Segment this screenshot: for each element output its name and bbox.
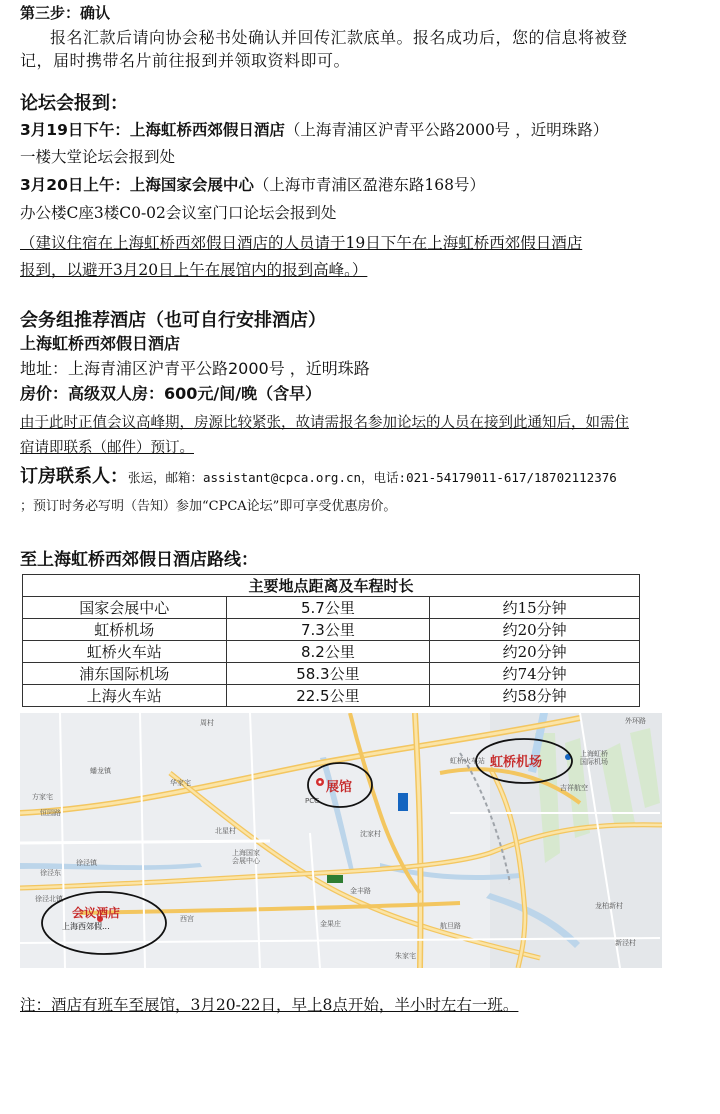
svg-text:方家宅: 方家宅 (32, 793, 53, 801)
distance-table (22, 574, 640, 707)
table-cell-time: 约20分钟 (430, 619, 640, 641)
map-illustration (20, 713, 662, 968)
checkin-day1-bold: 3月19日下午：上海虹桥西郊假日酒店 (20, 121, 285, 139)
route-heading: 至上海虹桥西郊假日酒店路线： (20, 550, 258, 570)
svg-text:外环路: 外环路 (625, 717, 646, 725)
svg-text:上海国家: 上海国家 (232, 849, 260, 857)
step3-title: 第三步：确认 (20, 4, 111, 22)
hotel-contact-line2: ；预订时务必写明（告知）参加“CPCA论坛”即可享受优惠房价。 (20, 499, 397, 514)
svg-text:金丰路: 金丰路 (350, 887, 371, 895)
table-cell-place: 浦东国际机场 (23, 663, 227, 685)
svg-text:PCG: PCG (305, 797, 320, 805)
table-row (23, 685, 640, 707)
svg-text:新泾村: 新泾村 (615, 939, 636, 947)
hotel-warn1: 由于此时正值会议高峰期，房源比较紧张，故请需报名参加论坛的人员在接到此通知后，如需住 (20, 415, 629, 431)
checkin-day2-bold: 3月20日上午：上海国家会展中心 (20, 176, 254, 194)
svg-text:徐泾北镇: 徐泾北镇 (35, 895, 63, 903)
svg-text:国际机场: 国际机场 (580, 758, 608, 766)
table-cell-distance: 5.7公里 (226, 597, 430, 619)
hotel-price: 房价：高级双人房：600元/间/晚（含早） (20, 384, 322, 403)
checkin-note1: （建议住宿在上海虹桥西郊假日酒店的人员请于19日下午在上海虹桥西郊假日酒店 (20, 234, 583, 252)
table-row (23, 663, 640, 685)
hotel-heading: 会务组推荐酒店（也可自行安排酒店） (20, 310, 326, 331)
svg-text:朱家宅: 朱家宅 (395, 952, 416, 960)
table-cell-place: 虹桥机场 (23, 619, 227, 641)
svg-text:华家宅: 华家宅 (170, 779, 191, 787)
map-label-hotel: 会议酒店 (72, 906, 121, 920)
checkin-day1-rest: （上海青浦区沪青平公路2000号 ，近明珠路） (284, 121, 609, 139)
svg-text:周村: 周村 (200, 719, 214, 727)
svg-text:金果庄: 金果庄 (320, 920, 341, 928)
hotel-name: 上海虹桥西郊假日酒店 (20, 334, 181, 353)
table-cell-place: 国家会展中心 (23, 597, 227, 619)
map-label-airport: 虹桥机场 (490, 755, 543, 770)
table-cell-time: 约58分钟 (430, 685, 640, 707)
table-cell-distance: 8.2公里 (226, 641, 430, 663)
hotel-contact-label: 订房联系人： (20, 466, 128, 487)
svg-text:吉祥航空: 吉祥航空 (560, 784, 588, 792)
svg-text:恒园路: 恒园路 (40, 809, 61, 817)
svg-text:龙柏新村: 龙柏新村 (595, 902, 623, 910)
distance-table-title: 主要地点距离及车程时长 (23, 575, 640, 597)
table-cell-place: 虹桥火车站 (23, 641, 227, 663)
svg-text:沈家村: 沈家村 (360, 830, 381, 838)
step3-line1: 报名汇款后请向协会秘书处确认并回传汇款底单。报名成功后，您的信息将被登 (50, 28, 628, 47)
table-row (23, 641, 640, 663)
hotel-warn2: 宿请即联系（邮件）预订。 (20, 440, 194, 456)
map-label-hotel-sub: 上海西郊假... (62, 922, 110, 931)
table-cell-distance: 7.3公里 (226, 619, 430, 641)
svg-text:会展中心: 会展中心 (232, 857, 260, 865)
route-map (20, 713, 662, 968)
table-row (23, 619, 640, 641)
hotel-contact-text: 张运，邮箱：assistant@cpca.org.cn，电话:021-54179011-617/18702112376 (128, 470, 617, 485)
map-label-venue: 展馆 (326, 780, 353, 795)
hotel-address: 地址：上海青浦区沪青平公路2000号 ，近明珠路 (20, 359, 370, 378)
svg-text:航旦路: 航旦路 (440, 922, 461, 930)
step3-line2: 记，届时携带名片前往报到并领取资料即可。 (20, 51, 351, 70)
table-cell-place: 上海火车站 (23, 685, 227, 707)
checkin-note2: 报到，以避开3月20日上午在展馆内的报到高峰。） (20, 261, 368, 279)
svg-text:徐泾镇: 徐泾镇 (76, 859, 97, 867)
table-row (23, 597, 640, 619)
table-cell-distance: 22.5公里 (226, 685, 430, 707)
svg-text:蟠龙镇: 蟠龙镇 (90, 767, 111, 775)
table-cell-time: 约15分钟 (430, 597, 640, 619)
footer-note: 注：酒店有班车至展馆，3月20-22日，早上8点开始，半小时左右一班。 (20, 996, 519, 1014)
svg-text:北星村: 北星村 (215, 827, 236, 835)
checkin-heading: 论坛会报到： (20, 93, 128, 114)
table-cell-time: 约20分钟 (430, 641, 640, 663)
checkin-day1-line2: 一楼大堂论坛会报到处 (20, 148, 176, 166)
svg-text:西宫: 西宫 (180, 915, 194, 923)
svg-text:徐泾东: 徐泾东 (40, 869, 61, 877)
table-cell-distance: 58.3公里 (226, 663, 430, 685)
svg-text:虹桥火车站: 虹桥火车站 (450, 757, 485, 765)
checkin-day2-line2: 办公楼C座3楼C0-02会议室门口论坛会报到处 (20, 204, 337, 222)
checkin-day2-rest: （上海市青浦区盈港东路168号） (253, 176, 485, 194)
table-cell-time: 约74分钟 (430, 663, 640, 685)
svg-text:上海虹桥: 上海虹桥 (580, 750, 608, 758)
